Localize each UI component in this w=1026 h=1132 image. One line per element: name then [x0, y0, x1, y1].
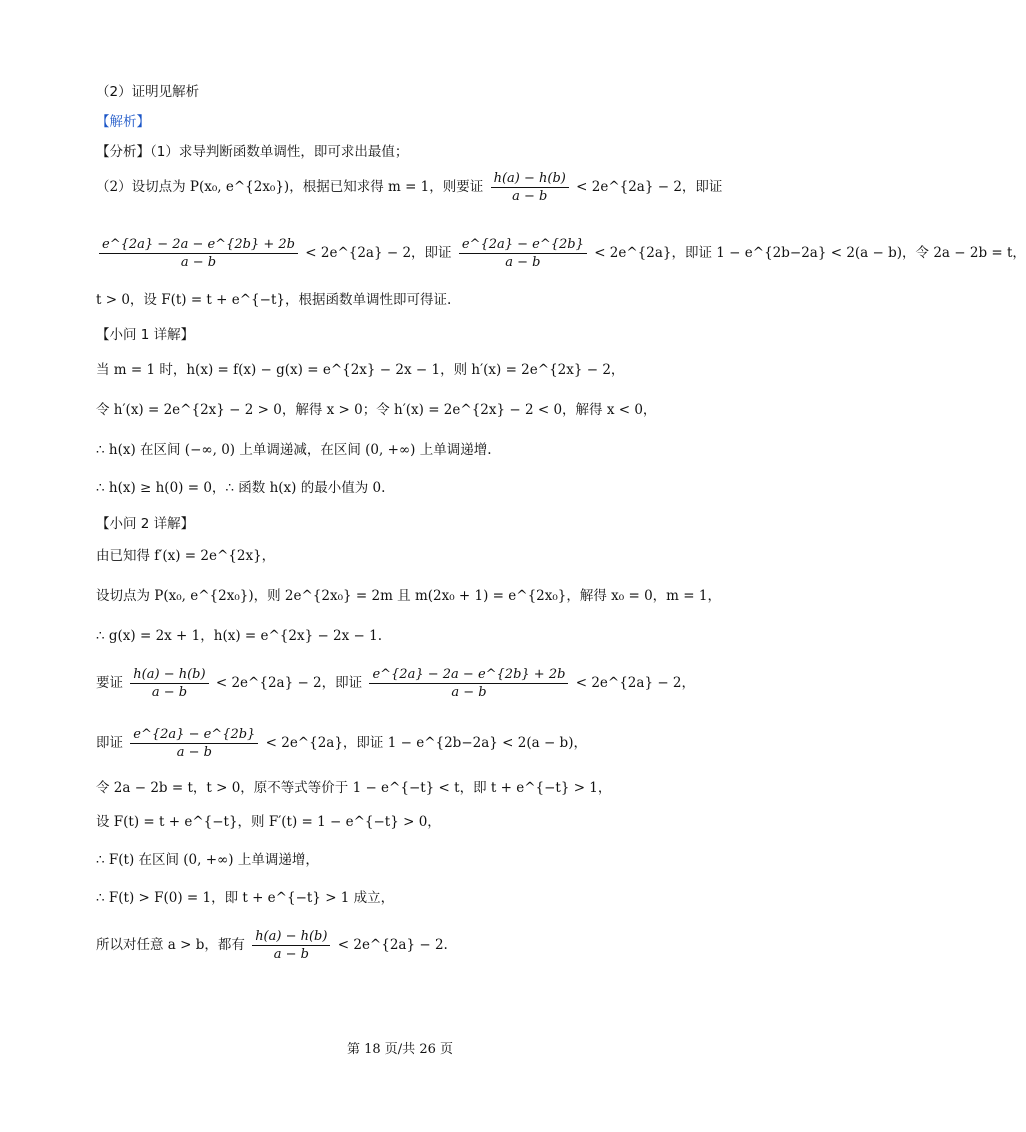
numerator: h(a) − h(b) [491, 170, 569, 188]
numerator: e^{2a} − e^{2b} [459, 236, 587, 254]
sub2-line-7: 设 F(t) = t + e^{−t}，则 F′(t) = 1 − e^{−t} > 0， [96, 814, 441, 830]
numerator: h(a) − h(b) [130, 666, 208, 684]
part2-answer: （2）证明见解析 [96, 84, 200, 100]
sub1-line-3: ∴ h(x) 在区间 (−∞, 0) 上单调递减，在区间 (0, +∞) 上单调递增. [96, 442, 492, 458]
numerator: h(a) − h(b) [252, 928, 330, 946]
numerator: e^{2a} − 2a − e^{2b} + 2b [99, 236, 298, 254]
text: < 2e^{2a} − 2，即证 [215, 675, 363, 691]
text: < 2e^{2a}，即证 1 − e^{2b−2a} < 2(a − b)， [265, 735, 587, 751]
sub1-line-4: ∴ h(x) ≥ h(0) = 0，∴ 函数 h(x) 的最小值为 0. [96, 480, 386, 496]
denominator: a − b [505, 255, 541, 270]
fraction [130, 726, 258, 761]
fraction [99, 236, 298, 271]
sub1-heading: 【小问 1 详解】 [96, 327, 195, 343]
sub2-line-3: ∴ g(x) = 2x + 1，h(x) = e^{2x} − 2x − 1. [96, 628, 383, 644]
sub1-line-1: 当 m = 1 时，h(x) = f(x) − g(x) = e^{2x} − 2x − 1，则 h′(x) = 2e^{2x} − 2， [96, 362, 625, 378]
analysis-line-2 [96, 170, 722, 205]
numerator: e^{2a} − e^{2b} [130, 726, 258, 744]
analysis-line-1: 【分析】（1）求导判断函数单调性，即可求出最值； [96, 144, 409, 160]
text: 所以对任意 a > b，都有 [96, 937, 245, 953]
page-footer: 第 18 页/共 26 页 [347, 1042, 453, 1057]
denominator: a − b [451, 685, 487, 700]
text: < 2e^{2a}，即证 1 − e^{2b−2a} < 2(a − b)，令 2a − 2b = t， [594, 245, 1026, 261]
fraction [369, 666, 568, 701]
fraction [130, 666, 208, 701]
text: < 2e^{2a} − 2，即证 [305, 245, 452, 261]
sub2-line-9: ∴ F(t) > F(0) = 1，即 t + e^{−t} > 1 成立， [96, 890, 395, 906]
sub2-conclusion [96, 928, 448, 963]
sub1-line-2: 令 h′(x) = 2e^{2x} − 2 > 0，解得 x > 0；令 h′(x) = 2e^{2x} − 2 < 0，解得 x < 0， [96, 402, 657, 418]
sub2-line-5 [96, 726, 587, 761]
sub2-line-4 [96, 666, 695, 701]
text: 即证 [96, 735, 123, 751]
sub2-line-1: 由已知得 f′(x) = 2e^{2x}， [96, 548, 276, 564]
denominator: a − b [176, 745, 212, 760]
text: < 2e^{2a} − 2. [337, 937, 448, 953]
analysis-heading: 【解析】 [96, 114, 150, 130]
fraction [459, 236, 587, 271]
text: （2）设切点为 P(x₀, e^{2x₀})，根据已知求得 m = 1，则要证 [96, 179, 484, 195]
denominator: a − b [512, 189, 548, 204]
denominator: a − b [151, 685, 188, 700]
analysis-line-4: t > 0，设 F(t) = t + e^{−t}，根据函数单调性即可得证. [96, 292, 452, 308]
analysis-line-3 [96, 236, 1026, 271]
sub2-line-2: 设切点为 P(x₀, e^{2x₀})，则 2e^{2x₀} = 2m 且 m(2x₀ + 1) = e^{2x₀}，解得 x₀ = 0，m = 1， [96, 588, 721, 604]
sub2-line-6: 令 2a − 2b = t，t > 0，原不等式等价于 1 − e^{−t} < t，即 t + e^{−t} > 1， [96, 780, 612, 796]
text: < 2e^{2a} − 2，即证 [576, 179, 723, 195]
text: 要证 [96, 675, 123, 691]
fraction [252, 928, 330, 963]
denominator: a − b [180, 255, 217, 270]
fraction [491, 170, 569, 205]
numerator: e^{2a} − 2a − e^{2b} + 2b [369, 666, 568, 684]
text: < 2e^{2a} − 2， [575, 675, 696, 691]
sub2-line-8: ∴ F(t) 在区间 (0, +∞) 上单调递增， [96, 852, 319, 868]
denominator: a − b [273, 947, 309, 962]
sub2-heading: 【小问 2 详解】 [96, 516, 195, 532]
